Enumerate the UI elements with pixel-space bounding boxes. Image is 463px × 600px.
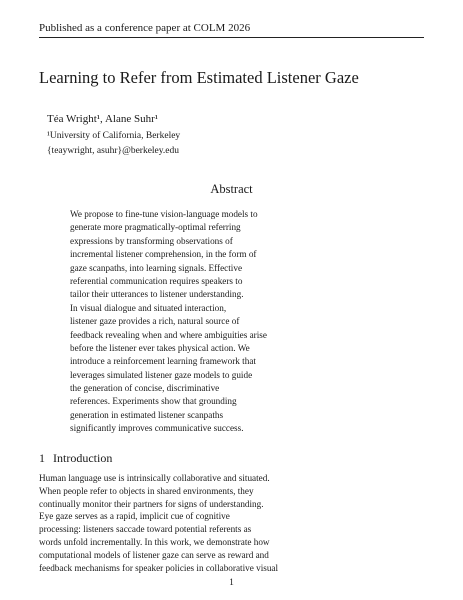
abstract-line: listener gaze provides a rich, natural source of bbox=[70, 316, 240, 327]
header-rule bbox=[39, 37, 424, 38]
abstract-line: tailor their utterances to listener understanding. bbox=[70, 289, 244, 300]
intro-line: words unfold incrementally. In this work, we demonstrate how bbox=[39, 536, 270, 547]
abstract-line: In visual dialogue and situated interaction, bbox=[70, 302, 227, 313]
abstract-line: leverages simulated listener gaze models to guide bbox=[70, 369, 253, 380]
abstract-line: generation in estimated listener scanpaths bbox=[70, 409, 224, 420]
section-heading bbox=[39, 451, 112, 466]
page-number: 1 bbox=[229, 578, 234, 588]
author-emails: {teaywright, asuhr}@berkeley.edu bbox=[47, 146, 179, 156]
conference-note: Published as a conference paper at COLM 2026 bbox=[39, 22, 251, 34]
abstract-line: referential communication requires speakers to bbox=[70, 275, 243, 286]
intro-line: Human language use is intrinsically collaborative and situated. bbox=[39, 473, 270, 483]
abstract-heading: Abstract bbox=[210, 182, 253, 196]
abstract-line: gaze scanpaths, into learning signals. Effective bbox=[70, 262, 243, 273]
abstract-line: incremental listener comprehension, in the form of bbox=[70, 249, 257, 260]
abstract-line: feedback revealing when and where ambiguities arise bbox=[70, 329, 267, 340]
abstract-line: introduce a reinforcement learning framework that bbox=[70, 356, 256, 367]
intro-line: continually monitor their partners for signs of understanding. bbox=[39, 498, 264, 509]
authors: Téa Wright¹, Alane Suhr¹ bbox=[47, 113, 159, 125]
abstract-line: generate more pragmatically-optimal referring bbox=[70, 222, 241, 233]
abstract-line: significantly improves communicative success. bbox=[70, 423, 244, 434]
intro-line: When people refer to objects in shared environments, they bbox=[39, 485, 254, 496]
intro-line: Eye gaze serves as a rapid, implicit cue of cognitive bbox=[39, 511, 230, 522]
abstract-line: before the listener ever takes physical action. We bbox=[70, 342, 250, 353]
abstract-line: expressions by transforming observations of bbox=[70, 235, 233, 246]
intro-line: feedback mechanisms for speaker policies in collaborative visual bbox=[39, 562, 279, 573]
paper-title: Learning to Refer from Estimated Listener Gaze bbox=[39, 68, 359, 87]
abstract-line: We propose to fine-tune vision-language models to bbox=[70, 209, 258, 219]
section-number: 1 bbox=[39, 451, 45, 465]
abstract-line: references. Experiments show that grounding bbox=[70, 396, 237, 407]
introduction-body bbox=[39, 472, 424, 574]
section-title: Introduction bbox=[53, 451, 113, 465]
intro-line: processing: listeners saccade toward potential referents as bbox=[39, 524, 252, 535]
affiliation: ¹University of California, Berkeley bbox=[47, 131, 181, 141]
intro-line: computational models of listener gaze can serve as reward and bbox=[39, 549, 269, 560]
abstract-line: the generation of concise, discriminative bbox=[70, 383, 220, 394]
abstract-body bbox=[70, 208, 330, 436]
